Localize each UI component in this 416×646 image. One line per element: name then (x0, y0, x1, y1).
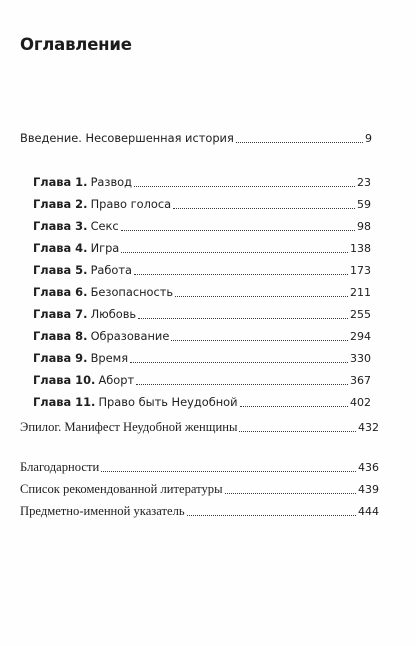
toc-entry-chapter-3 (33, 219, 371, 234)
toc-entry-label: Эпилог. Манифест Неудобной женщины (20, 420, 238, 434)
dot-leader (187, 514, 356, 516)
toc-entry-page: 439 (358, 483, 379, 496)
toc-entry-page: 98 (357, 220, 371, 233)
toc-entry-label: Благодарности (20, 460, 100, 474)
dot-leader (130, 361, 348, 363)
dot-leader (225, 492, 356, 494)
toc-entry-chapter-1 (33, 175, 371, 190)
toc-entry-page: 367 (350, 374, 371, 387)
toc-entry-epilogue (20, 420, 379, 435)
toc-entry-chapter-10 (33, 373, 371, 388)
toc-entry-page: 255 (350, 308, 371, 321)
toc-entry-page: 211 (350, 286, 371, 299)
toc-entry-chapter-7 (33, 307, 371, 322)
toc-entry-page: 138 (350, 242, 371, 255)
dot-leader (136, 383, 348, 385)
chapter-name: Право голоса (90, 197, 172, 211)
chapter-prefix: Глава 4. (33, 241, 88, 255)
chapter-name: Время (90, 351, 129, 365)
chapter-prefix: Глава 11. (33, 395, 96, 409)
toc-entry-chapter-2 (33, 197, 371, 212)
toc-entry-label: Предметно-именной указатель (20, 504, 185, 518)
dot-leader (175, 295, 348, 297)
chapter-name: Любовь (90, 307, 137, 321)
chapter-name: Работа (90, 263, 133, 277)
dot-leader (134, 273, 348, 275)
toc-entry-chapter-4 (33, 241, 371, 256)
toc-entry-index (20, 504, 379, 519)
dot-leader (134, 185, 355, 187)
toc-entry-acknowledgements (20, 460, 379, 475)
chapter-prefix: Глава 5. (33, 263, 88, 277)
toc-entry-page: 432 (358, 421, 379, 434)
toc-entry-page: 9 (365, 132, 372, 145)
dot-leader (236, 141, 363, 143)
dot-leader (121, 251, 348, 253)
toc-entry-chapter-11 (33, 395, 371, 410)
dot-leader (239, 430, 356, 432)
chapter-name: Игра (90, 241, 120, 255)
toc-entry-page: 294 (350, 330, 371, 343)
dot-leader (121, 229, 355, 231)
dot-leader (101, 470, 356, 472)
toc-entry-reading-list (20, 482, 379, 497)
toc-entry-intro (20, 131, 372, 146)
dot-leader (173, 207, 355, 209)
chapter-prefix: Глава 1. (33, 175, 88, 189)
chapter-name: Образование (90, 329, 170, 343)
toc-entry-chapter-5 (33, 263, 371, 278)
toc-entry-page: 402 (350, 396, 371, 409)
toc-entry-label: Введение. Несовершенная история (20, 131, 234, 145)
page-title: Оглавление (20, 35, 132, 54)
dot-leader (240, 405, 348, 407)
toc-entry-chapter-8 (33, 329, 371, 344)
dot-leader (171, 339, 348, 341)
chapter-prefix: Глава 2. (33, 197, 88, 211)
chapter-prefix: Глава 10. (33, 373, 96, 387)
chapter-prefix: Глава 7. (33, 307, 88, 321)
toc-entry-label: Список рекомендованной литературы (20, 482, 223, 496)
chapter-name: Аборт (98, 373, 135, 387)
chapter-name: Безопасность (90, 285, 174, 299)
toc-entry-page: 436 (358, 461, 379, 474)
chapter-name: Секс (90, 219, 119, 233)
chapter-prefix: Глава 8. (33, 329, 88, 343)
toc-entry-chapter-6 (33, 285, 371, 300)
toc-entry-page: 444 (358, 505, 379, 518)
toc-entry-page: 23 (357, 176, 371, 189)
chapter-prefix: Глава 3. (33, 219, 88, 233)
chapter-name: Развод (90, 175, 133, 189)
toc-entry-page: 330 (350, 352, 371, 365)
chapter-prefix: Глава 9. (33, 351, 88, 365)
chapter-name: Право быть Неудобной (98, 395, 238, 409)
toc-entry-page: 173 (350, 264, 371, 277)
toc-entry-chapter-9 (33, 351, 371, 366)
toc-entry-page: 59 (357, 198, 371, 211)
chapter-prefix: Глава 6. (33, 285, 88, 299)
dot-leader (138, 317, 348, 319)
